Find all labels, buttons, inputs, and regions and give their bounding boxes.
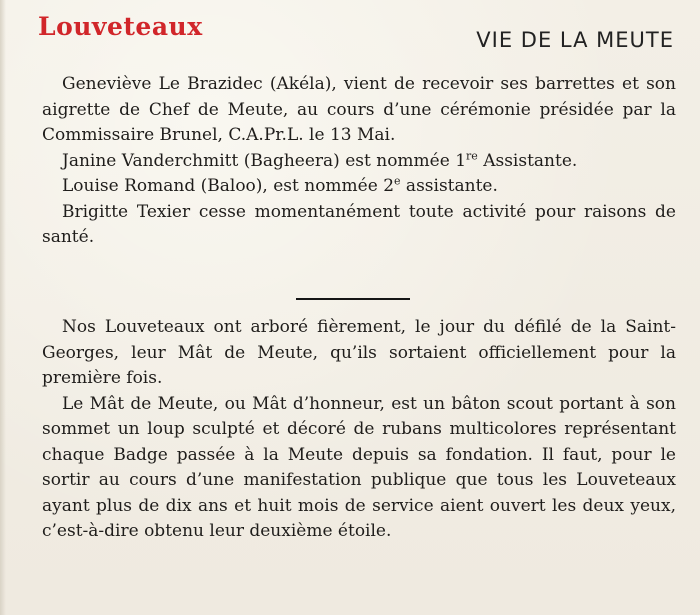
paragraph-mat-description: Le Mât de Meute, ou Mât d’honneur, est un bâton scout portant à son sommet un loup sculpté et décoré de rubans multicolores représentant chaque Badge passée à la Meute depuis sa fondation. Il faut, pour le sortir au cours d’une manifestation publique que tous les Louveteaux ayant plus de dix ans et huit mois de service aient ouvert les deux yeux, c’est-à-dire obtenu leur deuxième étoile. [42,393,676,541]
header [38,10,678,60]
paragraph-saint-georges: Nos Louveteaux ont arboré fièrement, le jour du défilé de la Saint-Georges, leur Mât de Meute, qu’ils sortaient officiellement pour la première fois. [42,317,676,388]
running-head: VIE DE LA MEUTE [476,28,674,52]
section-title: Louveteaux [38,12,203,41]
paragraph-bagheera-text: Janine Vanderchmitt (Bagheera) est nommée 1 [62,150,467,171]
paragraph-bagheera-end: Assistante. [477,150,578,171]
page-edge-shadow [0,0,6,615]
announcements-block [42,72,676,251]
paragraph-bagheera [42,149,676,175]
ordinal-suffix: e [394,174,401,188]
paragraph-baloo [42,174,676,200]
paragraph-akela: Geneviève Le Brazidec (Akéla), vient de recevoir ses barrettes et son aigrette de Chef de Meute, au cours d’une cérémonie présidée par la Commissaire Brunel, C.A.Pr.L. le 13 Mai. [42,74,676,145]
paragraph-texier: Brigitte Texier cesse momentanément toute activité pour raisons de santé. [42,201,676,247]
ordinal-suffix: re [466,148,478,162]
paragraph-baloo-end: assistante. [400,176,498,196]
paragraph-baloo-text: Louise Romand (Baloo), est nommée 2 [62,176,395,196]
section-divider [296,298,410,300]
mat-de-meute-block [42,315,676,545]
